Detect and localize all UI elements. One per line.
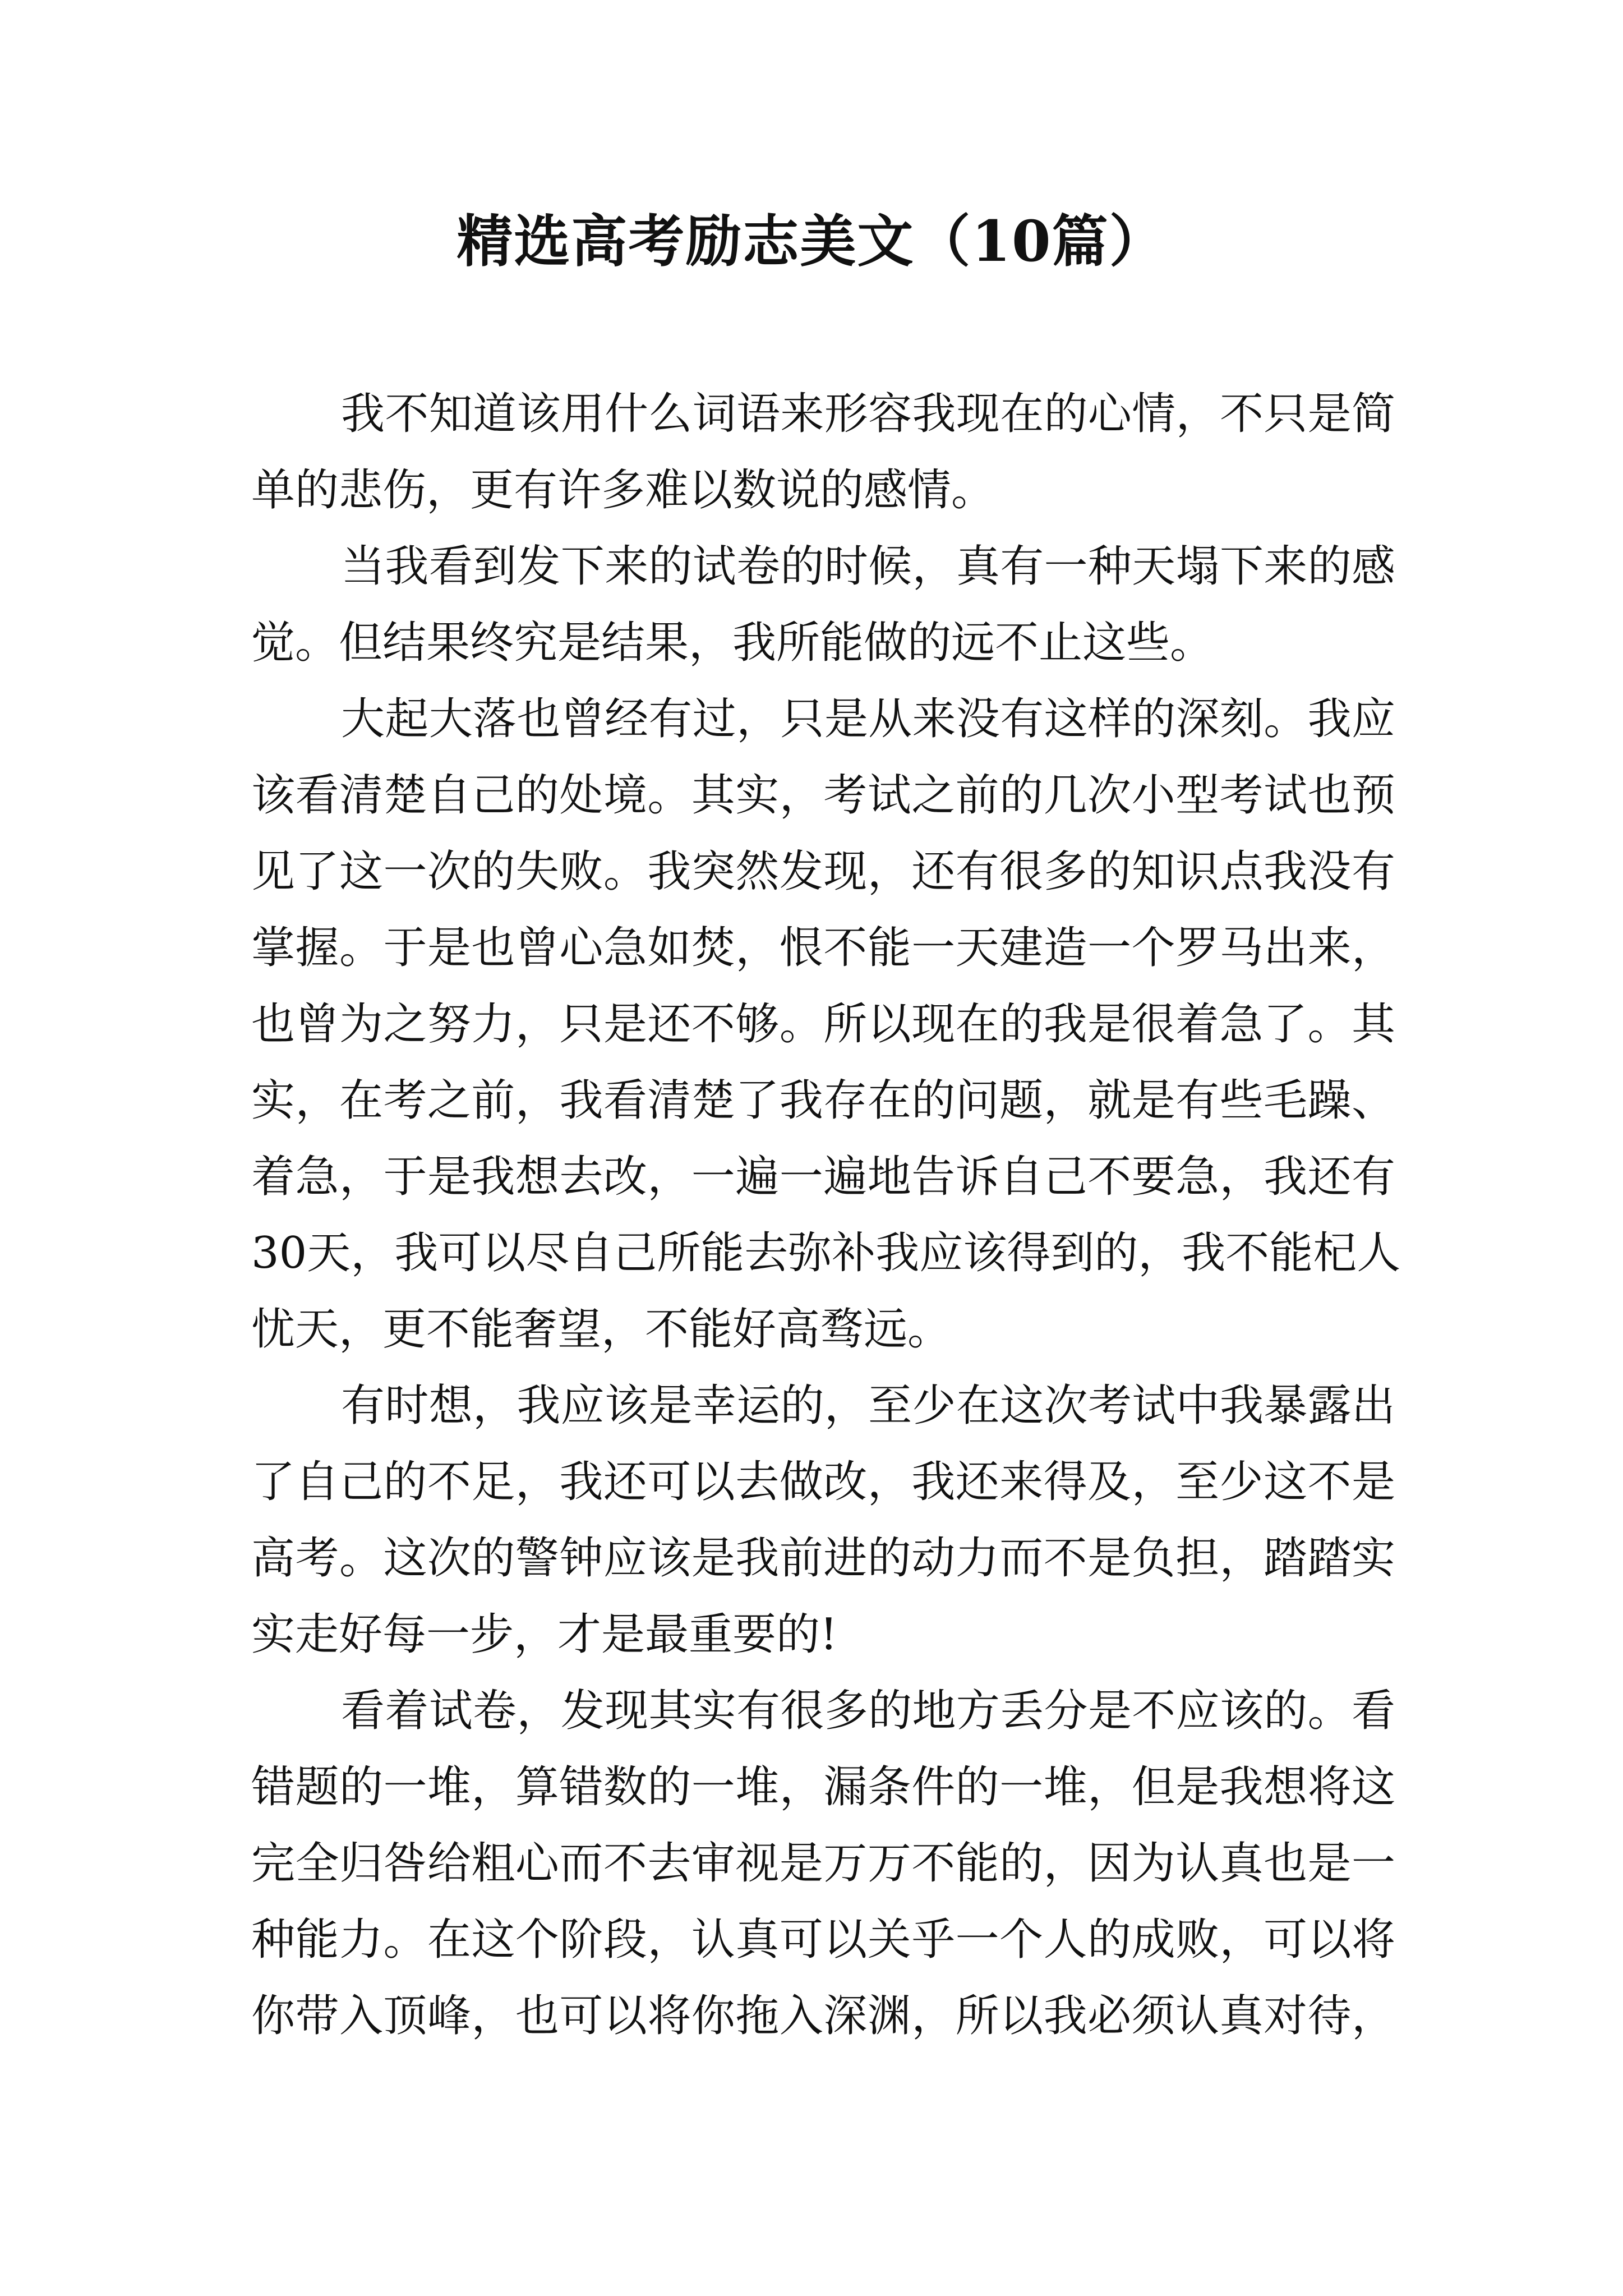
paragraph-line: 该看清楚自己的处境。其实，考试之前的几次小型考试也预 <box>251 770 1395 821</box>
document-title: 精选高考励志美文（10篇） <box>457 208 1166 274</box>
paragraph-line: 种能力。在这个阶段，认真可以关乎一个人的成败，可以将 <box>251 1915 1395 1965</box>
paragraph-line: 觉。但结果终究是结果，我所能做的远不止这些。 <box>251 618 1214 668</box>
paragraph-line: 见了这一次的失败。我突然发现，还有很多的知识点我没有 <box>251 846 1395 897</box>
paragraph-line: 也曾为之努力，只是还不够。所以现在的我是很着急了。其 <box>251 999 1395 1050</box>
paragraph-line: 了自己的不足，我还可以去做改，我还来得及，至少这不是 <box>251 1457 1395 1507</box>
paragraph-line: 实，在考之前，我看清楚了我存在的问题，就是有些毛躁、 <box>251 1075 1395 1126</box>
paragraph-line: 有时想，我应该是幸运的，至少在这次考试中我暴露出 <box>341 1381 1395 1431</box>
paragraph-line: 忧天，更不能奢望，不能好高骛远。 <box>251 1304 952 1355</box>
paragraph-line: 高考。这次的警钟应该是我前进的动力而不是负担，踏踏实 <box>251 1533 1395 1584</box>
document-body <box>251 376 1401 2054</box>
paragraph-line: 实走好每一步，才是最重要的! <box>251 1609 838 1660</box>
paragraph-line: 当我看到发下来的试卷的时候，真有一种天塌下来的感 <box>341 541 1395 592</box>
paragraph-line: 掌握。于是也曾心急如焚，恨不能一天建造一个罗马出来， <box>251 923 1395 973</box>
paragraph-line: 你带入顶峰，也可以将你拖入深渊，所以我必须认真对待， <box>251 1991 1395 2041</box>
paragraph-line: 我不知道该用什么词语来形容我现在的心情，不只是简 <box>341 389 1395 439</box>
paragraph-line: 30天，我可以尽自己所能去弥补我应该得到的，我不能杞人 <box>251 1228 1401 1278</box>
paragraph-line: 大起大落也曾经有过，只是从来没有这样的深刻。我应 <box>341 694 1395 744</box>
paragraph-line: 错题的一堆，算错数的一堆，漏条件的一堆，但是我想将这 <box>251 1762 1395 1812</box>
paragraph-line: 完全归咎给粗心而不去审视是万万不能的，因为认真也是一 <box>251 1838 1395 1889</box>
paragraph-line: 着急，于是我想去改，一遍一遍地告诉自己不要急，我还有 <box>251 1152 1395 1202</box>
paragraph-line: 单的悲伤，更有许多难以数说的感情。 <box>251 465 995 516</box>
paragraph-line: 看着试卷，发现其实有很多的地方丢分是不应该的。看 <box>341 1686 1395 1736</box>
